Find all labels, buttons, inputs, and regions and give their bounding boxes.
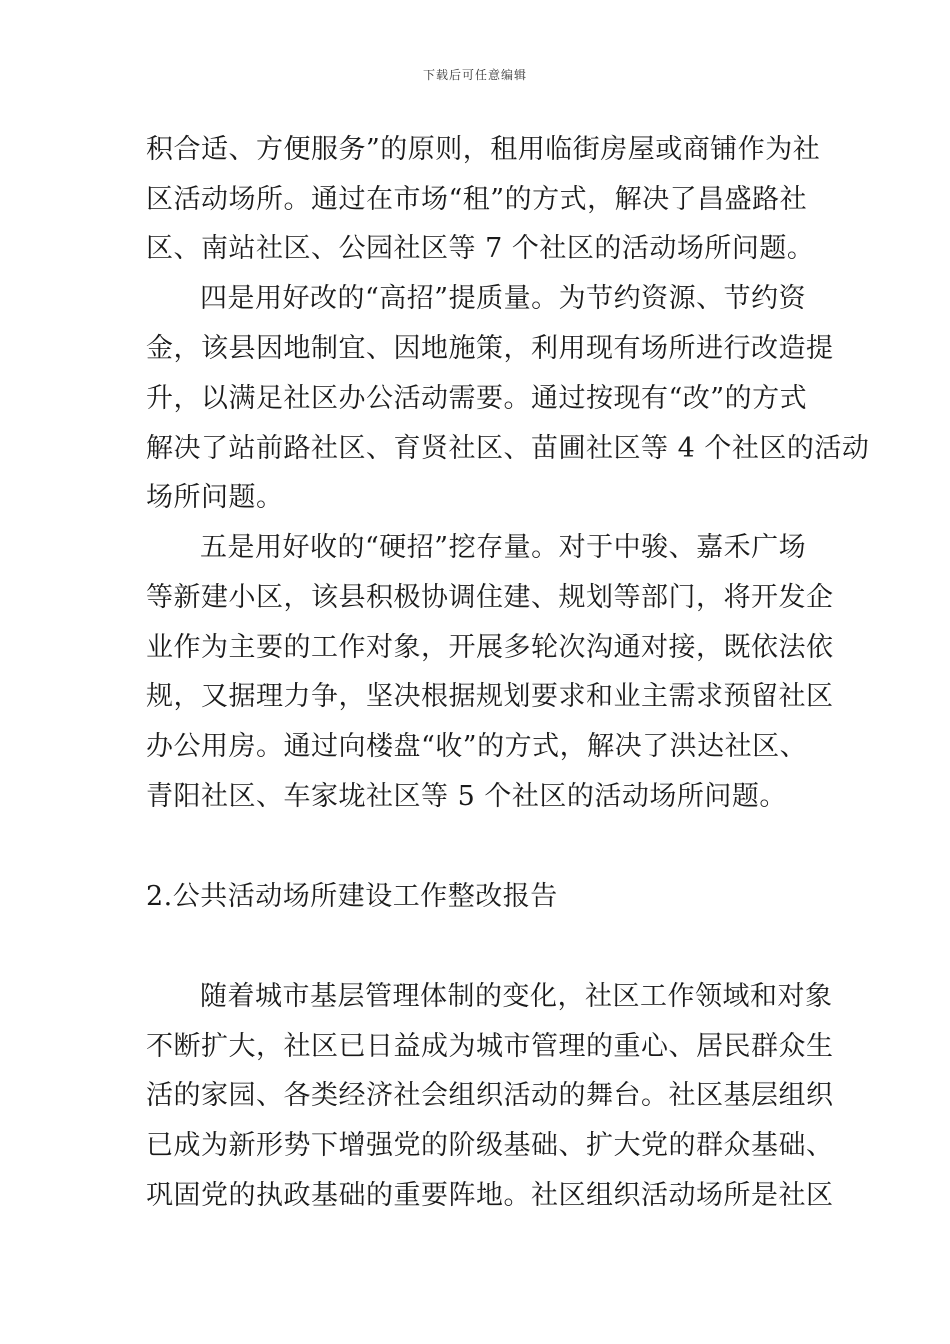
section-heading: 2.公共活动场所建设工作整改报告	[146, 881, 558, 912]
paragraph-line: 解决了站前路社区、育贤社区、苗圃社区等 4 个社区的活动	[146, 433, 870, 464]
paragraph-line: 场所问题。	[146, 482, 284, 513]
paragraph-line: 等新建小区，该县积极协调住建、规划等部门，将开发企	[146, 582, 834, 613]
paragraph-line: 业作为主要的工作对象，开展多轮次沟通对接，既依法依	[146, 632, 834, 663]
paragraph-line: 活的家园、各类经济社会组织活动的舞台。社区基层组织	[146, 1080, 834, 1111]
paragraph-line: 巩固党的执政基础的重要阵地。社区组织活动场所是社区	[146, 1180, 834, 1211]
paragraph-line: 区活动场所。通过在市场“租”的方式，解决了昌盛路社	[146, 184, 808, 215]
paragraph-line: 青阳社区、车家垅社区等 5 个社区的活动场所问题。	[146, 781, 787, 812]
paragraph-line: 升，以满足社区办公活动需要。通过按现有“改”的方式	[146, 383, 808, 414]
paragraph-line: 区、南站社区、公园社区等 7 个社区的活动场所问题。	[146, 233, 815, 264]
paragraph-line: 规，又据理力争，坚决根据规划要求和业主需求预留社区	[146, 681, 834, 712]
paragraph-line: 随着城市基层管理体制的变化，社区工作领域和对象	[200, 981, 833, 1012]
paragraph-line: 已成为新形势下增强党的阶级基础、扩大党的群众基础、	[146, 1130, 834, 1161]
paragraph-line: 积合适、方便服务”的原则，租用临街房屋或商铺作为社	[146, 134, 821, 165]
page-header: 下载后可任意编辑	[422, 68, 527, 82]
paragraph-line: 办公用房。通过向楼盘“收”的方式，解决了洪达社区、	[146, 731, 808, 762]
paragraph-line: 金，该县因地制宜、因地施策，利用现有场所进行改造提	[146, 333, 834, 364]
paragraph-line: 五是用好收的“硬招”挖存量。对于中骏、嘉禾广场	[200, 532, 807, 563]
paragraph-line: 不断扩大，社区已日益成为城市管理的重心、居民群众生	[146, 1031, 834, 1062]
paragraph-line: 四是用好改的“高招”提质量。为节约资源、节约资	[200, 283, 807, 314]
